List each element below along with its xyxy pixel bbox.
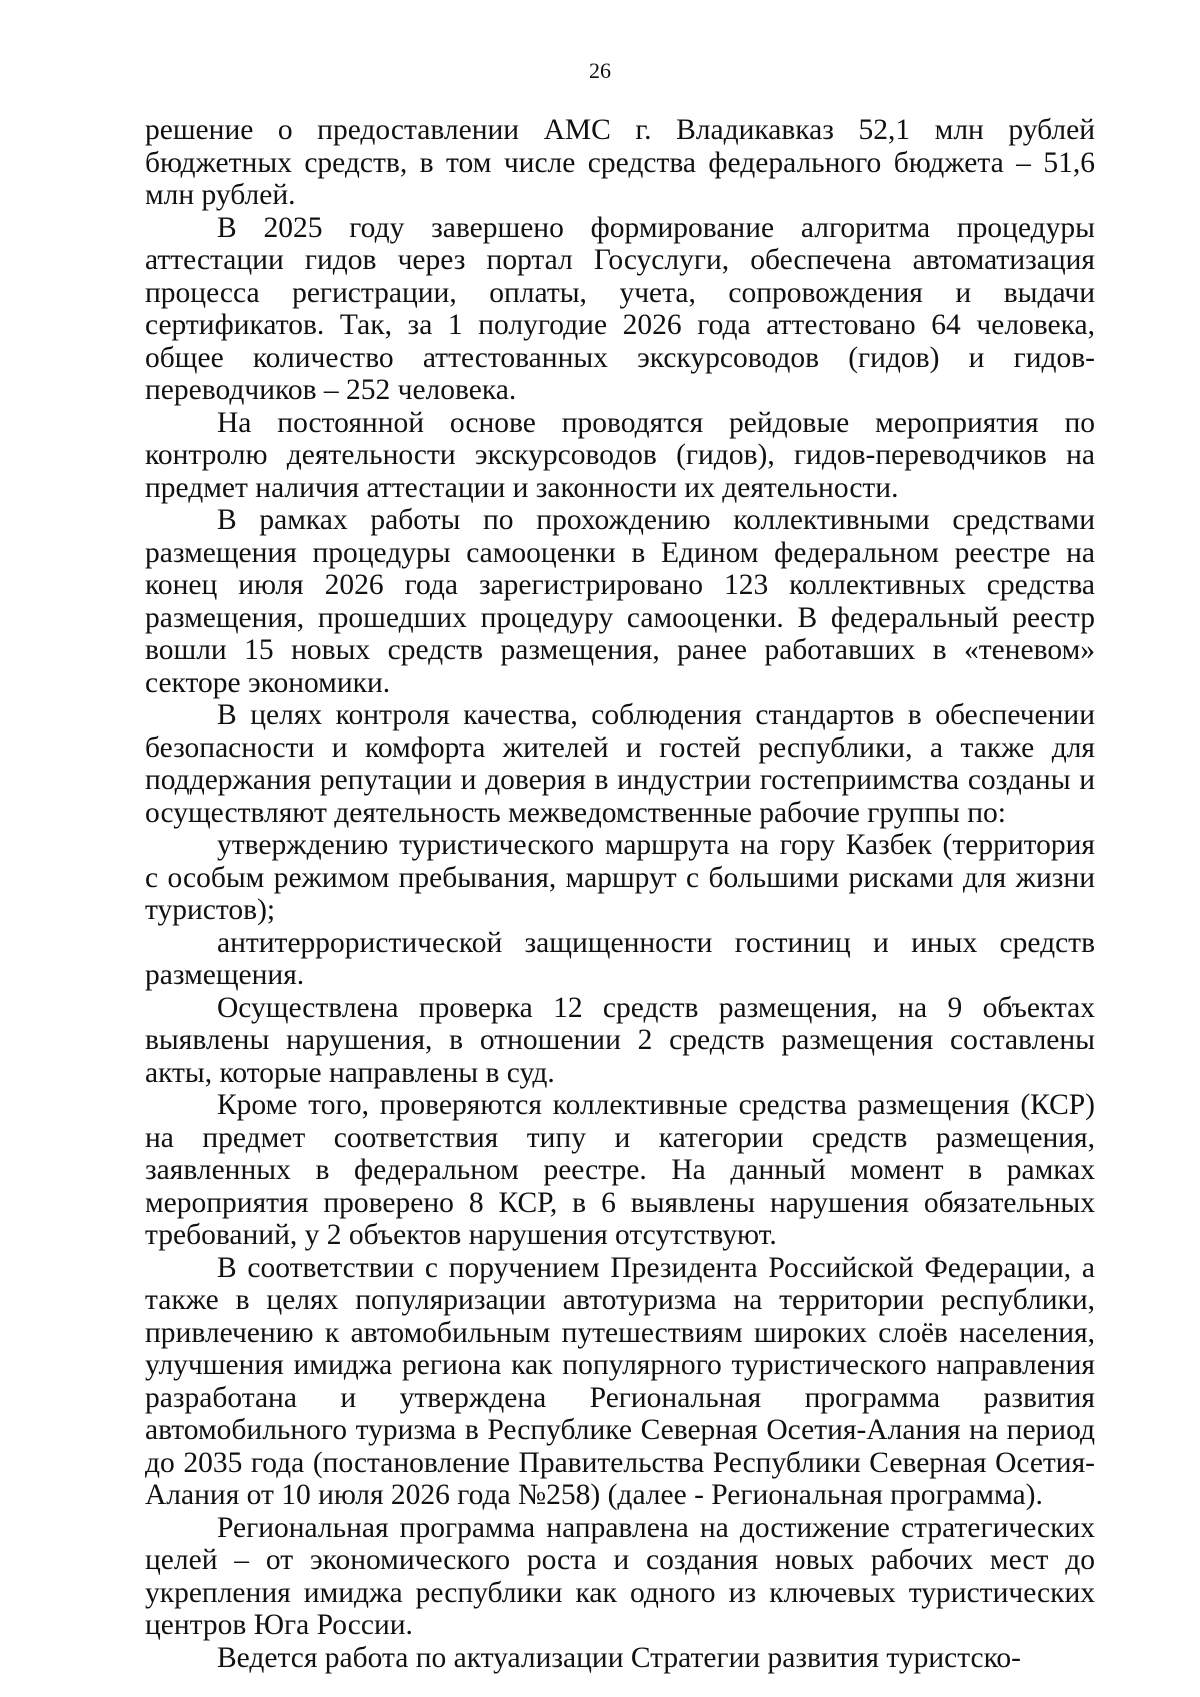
page-number: 26 (589, 58, 611, 83)
paragraph: Региональная программа направлена на достижение стратегических целей – от экономического роста и создания новых рабочих мест до укрепления имиджа республики как одного из ключевых туристических центров Юга России. (145, 1511, 1095, 1641)
paragraph: В соответствии с поручением Президента Российской Федерации, а также в целях популяризации автотуризма на территории республики, привлечению к автомобильным путешествиям широких слоёв населения, улучшения имиджа региона как популярного туристического направления разработана и утверждена Региональная программа развития автомобильного туризма в Республике Северная Осетия-Алания на период до 2035 года (постановление Правительства Республики Северная Осетия-Алания от 10 июля 2026 года №258) (далее - Региональная программа). (145, 1251, 1095, 1511)
document-body (145, 114, 1095, 1674)
paragraph: В целях контроля качества, соблюдения стандартов в обеспечении безопасности и комфорта жителей и гостей республики, а также для поддержания репутации и доверия в индустрии гостеприимства созданы и осуществляют деятельность межведомственные рабочие группы по: (145, 699, 1095, 829)
paragraph: Осуществлена проверка 12 средств размещения, на 9 объектах выявлены нарушения, в отношении 2 средств размещения составлены акты, которые направлены в суд. (145, 991, 1095, 1089)
paragraph: Ведется работа по актуализации Стратегии развития туристско- (217, 1641, 1021, 1674)
paragraph-continuation: решение о предоставлении АМС г. Владикавказ 52,1 млн рублей бюджетных средств, в том числе средства федерального бюджета – 51,6 млн рублей. (145, 114, 1095, 211)
paragraph: В рамках работы по прохождению коллективными средствами размещения процедуры самооценки в Едином федеральном реестре на конец июля 2026 года зарегистрировано 123 коллективных средства размещения, прошедших процедуру самооценки. В федеральный реестр вошли 15 новых средств размещения, ранее работавших в «теневом» секторе экономики. (145, 504, 1095, 699)
list-item-paragraph: утверждению туристического маршрута на гору Казбек (территория с особым режимом пребывания, маршрут с большими рисками для жизни туристов); (145, 829, 1095, 926)
list-item-paragraph: антитеррористической защищенности гостиниц и иных средств размещения. (145, 926, 1095, 991)
paragraph: В 2025 году завершено формирование алгоритма процедуры аттестации гидов через портал Госуслуги, обеспечена автоматизация процесса регистрации, оплаты, учета, сопровождения и выдачи сертификатов. Так, за 1 полугодие 2026 года аттестовано 64 человека, общее количество аттестованных экскурсоводов (гидов) и гидов-переводчиков – 252 человека. (145, 211, 1095, 406)
paragraph: На постоянной основе проводятся рейдовые мероприятия по контролю деятельности экскурсоводов (гидов), гидов-переводчиков на предмет наличия аттестации и законности их деятельности. (145, 406, 1095, 504)
paragraph: Кроме того, проверяются коллективные средства размещения (КСР) на предмет соответствия типу и категории средств размещения, заявленных в федеральном реестре. На данный момент в рамках мероприятия проверено 8 КСР, в 6 выявлены нарушения обязательных требований, у 2 объектов нарушения отсутствуют. (145, 1089, 1095, 1251)
